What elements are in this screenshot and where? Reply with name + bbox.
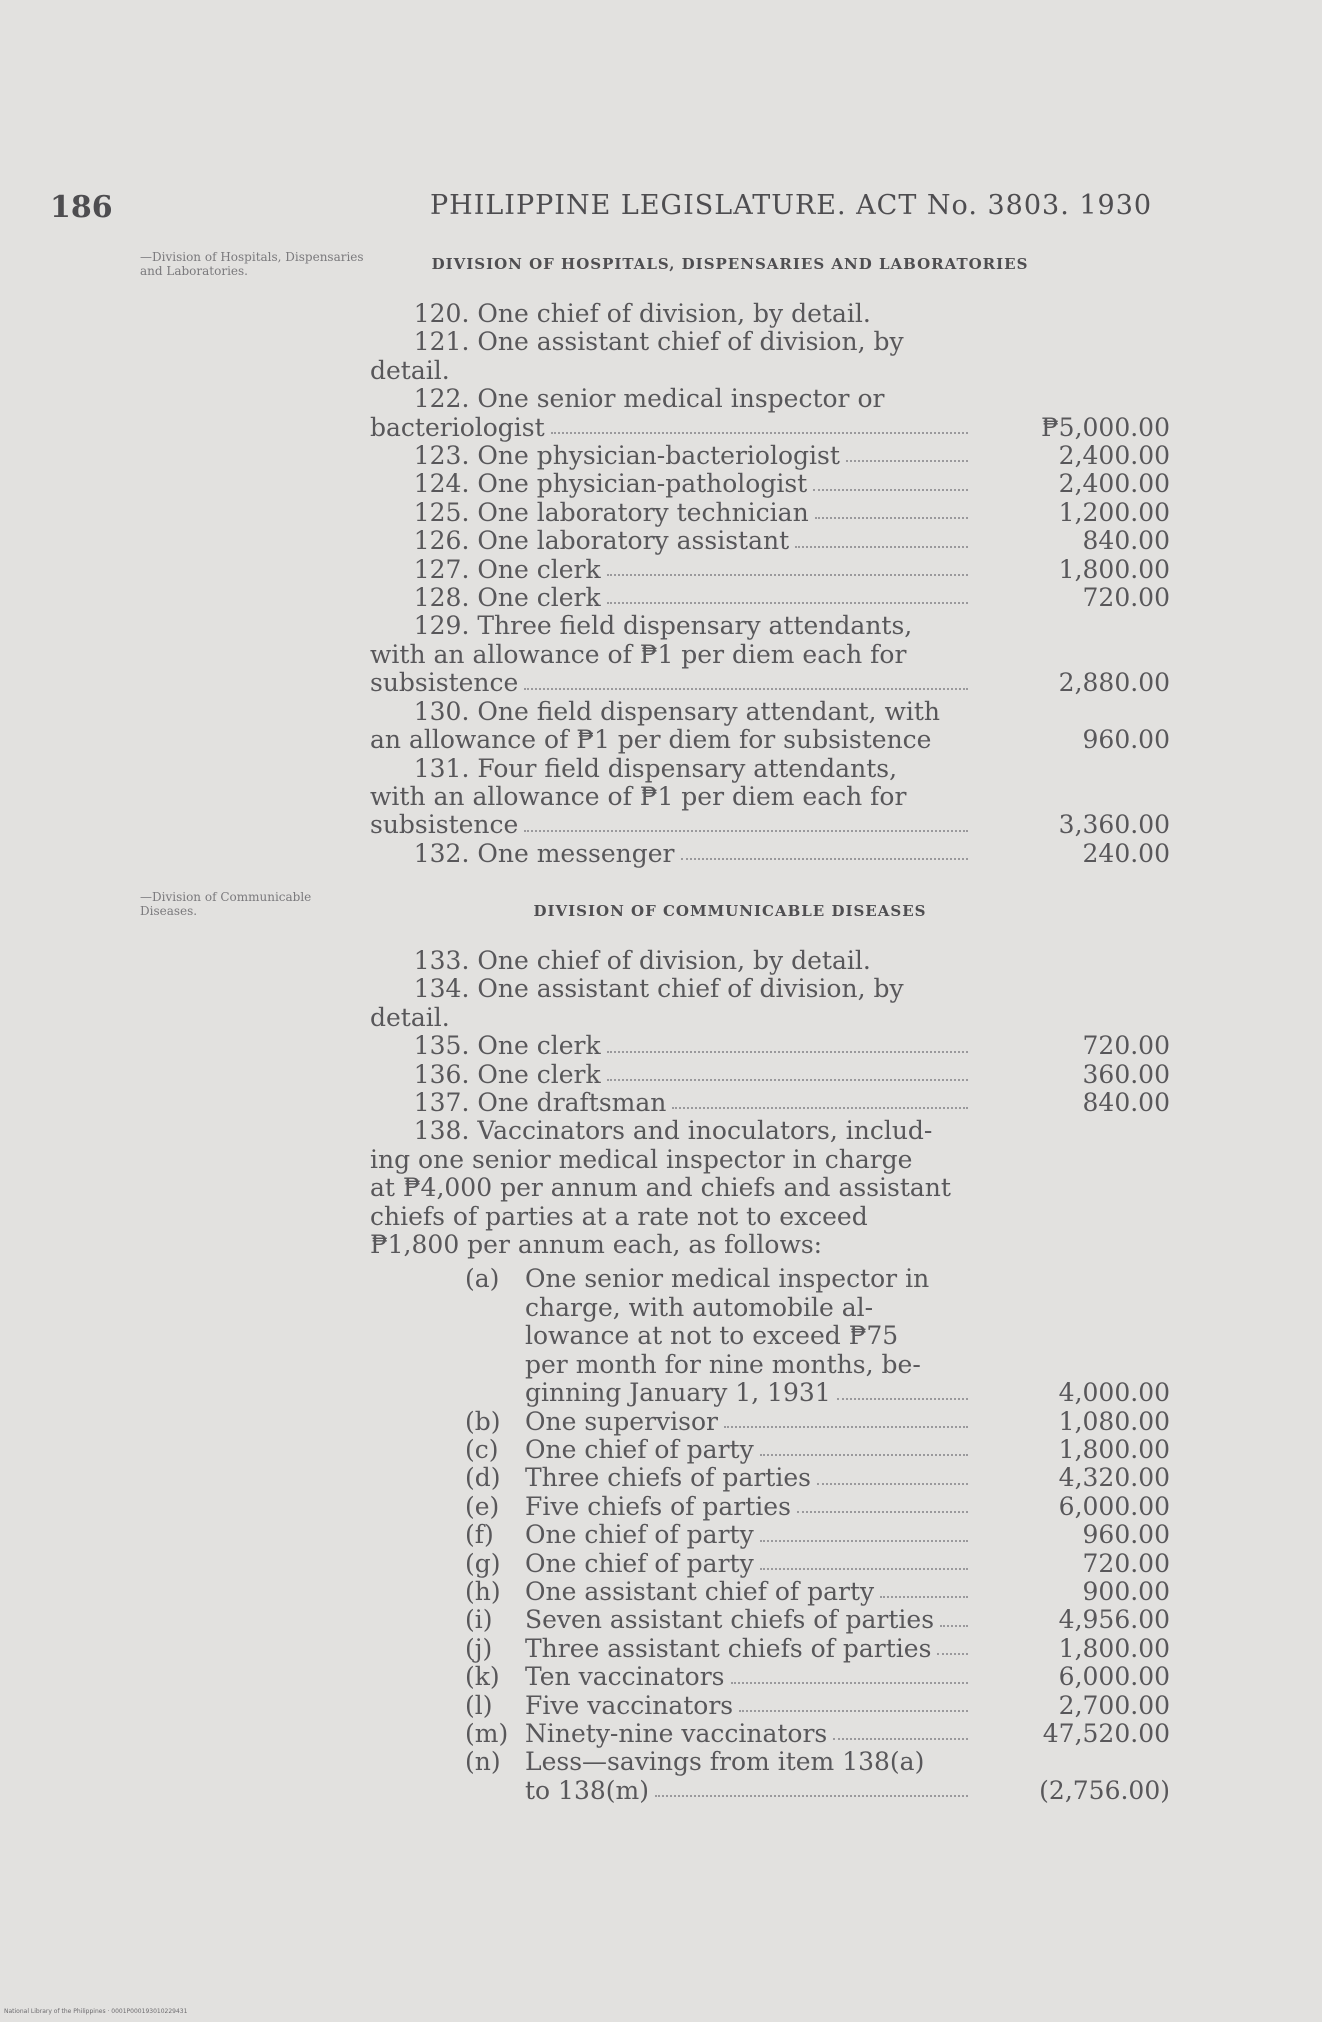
subitem-amount: (2,756.00) [1039,1775,1170,1805]
item-amount: 1,800.00 [1058,554,1170,584]
subitem-label: charge, with automobile al- [525,1292,874,1322]
leader-dots [524,811,968,831]
item-amount: 360.00 [1082,1059,1170,1089]
subitem-letter: (f) [465,1520,494,1550]
item-text: 129. Three field dispensary attendants, [413,611,913,641]
leader-dots [817,1464,968,1484]
item-text: 121. One assistant chief of division, by [413,327,904,357]
communicable-items [370,947,1170,1805]
leader-dots [795,527,968,547]
running-title: PHILIPPINE LEGISLATURE. ACT No. 3803. 1930 [430,190,1153,221]
subitem-label: One assistant chief of party [525,1576,875,1606]
item-amount: 3,360.00 [1058,810,1170,840]
leader-dots [607,1061,968,1081]
subitem-amount: 900.00 [1082,1576,1170,1606]
subitem-label: ginning January 1, 1931 [525,1378,831,1408]
subitem-label: to 138(m) [525,1775,649,1805]
subitem-text [370,1777,970,1805]
margin-note-hospitals: —Division of Hospitals, Dispensaries and Laboratories. [140,250,364,278]
item-text: bacteriologist [370,412,545,442]
item-text: 134. One assistant chief of division, by [413,974,904,1004]
item-text: detail. [370,1002,450,1032]
hospital-items [370,300,1170,868]
subitem-amount: 720.00 [1082,1548,1170,1578]
subitem-amount: 6,000.00 [1058,1491,1170,1521]
subitem-label: Five vaccinators [525,1690,734,1720]
item-text: ₱1,800 per annum each, as follows: [370,1230,823,1260]
item-text: 122. One senior medical inspector or [413,384,885,414]
leader-dots [833,1720,968,1740]
item-text: 138. Vaccinators and inoculators, includ- [413,1116,933,1146]
subitem-label: Ninety-nine vaccinators [525,1718,828,1748]
leader-dots [607,556,968,576]
footer-credit: National Library of the Philippines · 0001P000193010229431 [4,2008,188,2015]
subitem-letter: (m) [465,1718,509,1748]
item-text: 133. One chief of division, by detail. [413,946,871,975]
leader-dots [813,470,968,490]
item-amount: 840.00 [1082,1088,1170,1118]
subitem-text [370,1464,970,1492]
subitem-text [370,1635,970,1663]
subitem-label: Less—savings from item 138(a) [525,1747,925,1777]
item-amount: 240.00 [1082,838,1170,868]
item-text: 124. One physician-pathologist [413,469,808,499]
item-amount: 2,400.00 [1058,441,1170,471]
item-text: 125. One laboratory technician [413,497,809,527]
subitem-amount: 4,956.00 [1058,1605,1170,1635]
leader-dots [655,1777,968,1797]
section-heading-communicable: DIVISION OF COMMUNICABLE DISEASES [533,902,927,920]
leader-dots [760,1550,968,1570]
item-amount: 960.00 [1082,725,1170,755]
subitem-text [370,1379,970,1407]
subitem-text [370,1692,970,1720]
subitem-amount: 1,800.00 [1058,1633,1170,1663]
subitem-letter: (n) [465,1747,501,1777]
leader-dots [760,1436,968,1456]
item-text: with an allowance of ₱1 per diem each for [370,639,907,669]
item-text: an allowance of ₱1 per diem for subsistence [370,725,932,755]
item-amount: 2,400.00 [1058,469,1170,499]
subitem-label: One senior medical inspector in [525,1264,930,1294]
subitem-amount: 2,700.00 [1058,1690,1170,1720]
subitem-label: Three assistant chiefs of parties [525,1633,932,1663]
subitem-list [370,1265,1170,1805]
item-text: subsistence [370,810,519,840]
item-text: chiefs of parties at a rate not to exceed [370,1201,868,1231]
item-text: at ₱4,000 per annum and chiefs and assistant [370,1173,951,1203]
item-amount: 1,200.00 [1058,497,1170,527]
subitem-amount: 47,520.00 [1042,1718,1170,1748]
leader-dots [739,1692,968,1712]
leader-dots [551,414,968,434]
subitem-text [370,1720,970,1748]
subitem-amount: 4,320.00 [1058,1463,1170,1493]
subitem-text [370,1521,970,1549]
item-text: detail. [370,355,450,385]
item-amount: 2,880.00 [1058,668,1170,698]
subitem-label: One chief of party [525,1520,754,1550]
subitem-text [370,1265,970,1293]
subitem-letter: (c) [465,1434,499,1464]
leader-dots [937,1635,968,1655]
item-amount: 840.00 [1082,526,1170,556]
item-text: 123. One physician-bacteriologist [413,441,840,471]
subitem-label: Ten vaccinators [525,1662,725,1692]
item-amount: 720.00 [1082,1031,1170,1061]
subitem-amount: 4,000.00 [1058,1378,1170,1408]
subitem-letter: (b) [465,1406,501,1436]
leader-dots [797,1493,968,1513]
subitem-letter: (k) [465,1662,500,1692]
leader-dots [607,584,968,604]
leader-dots [880,1578,968,1598]
subitem-label: Three chiefs of parties [525,1463,811,1493]
leader-dots [681,840,968,860]
item-amount: ₱5,000.00 [1041,412,1170,442]
subitem-label: One chief of party [525,1548,754,1578]
item-text: 135. One clerk [413,1031,601,1061]
subitem-letter: (e) [465,1491,500,1521]
subitem-letter: (g) [465,1548,501,1578]
subitem-amount: 960.00 [1082,1520,1170,1550]
item-text: subsistence [370,668,519,698]
item-text: 132. One messenger [413,838,675,868]
item-amount: 720.00 [1082,583,1170,613]
subitem-label: One supervisor [525,1406,718,1436]
leader-dots [672,1089,968,1109]
subitem-text [370,1493,970,1521]
subitem-letter: (l) [465,1690,493,1720]
subitem-label: Seven assistant chiefs of parties [525,1605,935,1635]
item-text: with an allowance of ₱1 per diem each for [370,781,907,811]
leader-dots [940,1606,968,1626]
subitem-letter: (h) [465,1576,501,1606]
subitem-letter: (d) [465,1463,501,1493]
subitem-text [370,1550,970,1578]
subitem-letter: (i) [465,1605,493,1635]
subitem-label: lowance at not to exceed ₱75 [525,1321,899,1351]
leader-dots [607,1032,968,1052]
leader-dots [724,1408,968,1428]
page-number: 186 [50,190,113,225]
subitem-text [370,1351,970,1379]
leader-dots [760,1521,968,1541]
subitem-text [370,1436,970,1464]
item-text: 137. One draftsman [413,1088,667,1118]
leader-dots [731,1663,969,1683]
subitem-label: One chief of party [525,1434,754,1464]
subitem-letter: (a) [465,1264,500,1294]
subitem-letter: (j) [465,1633,493,1663]
item-text: 126. One laboratory assistant [413,526,790,556]
subitem-text [370,1294,970,1322]
item-text: 120. One chief of division, by detail. [413,299,871,328]
item-text: ing one senior medical inspector in charge [370,1144,913,1174]
item-text: 136. One clerk [413,1059,601,1089]
item-text: 127. One clerk [413,554,601,584]
item-text: 130. One field dispensary attendant, with [413,696,940,726]
margin-note-communicable: —Division of Communicable Diseases. [140,890,312,918]
subitem-text [370,1606,970,1634]
subitem-text [370,1322,970,1350]
subitem-text [370,1578,970,1606]
subitem-text [370,1748,970,1776]
leader-dots [846,442,968,462]
subitem-amount: 6,000.00 [1058,1662,1170,1692]
subitem-text [370,1663,970,1691]
item-text: 131. Four field dispensary attendants, [413,753,898,783]
leader-dots [524,669,968,689]
leader-dots [815,499,968,519]
item-text: 128. One clerk [413,583,601,613]
subitem-text [370,1408,970,1436]
subitem-amount: 1,800.00 [1058,1434,1170,1464]
subitem-label: per month for nine months, be- [525,1349,921,1379]
section-heading-hospitals: DIVISION OF HOSPITALS, DISPENSARIES AND LABORATORIES [431,255,1029,273]
subitem-label: Five chiefs of parties [525,1491,791,1521]
leader-dots [837,1379,968,1399]
subitem-amount: 1,080.00 [1058,1406,1170,1436]
